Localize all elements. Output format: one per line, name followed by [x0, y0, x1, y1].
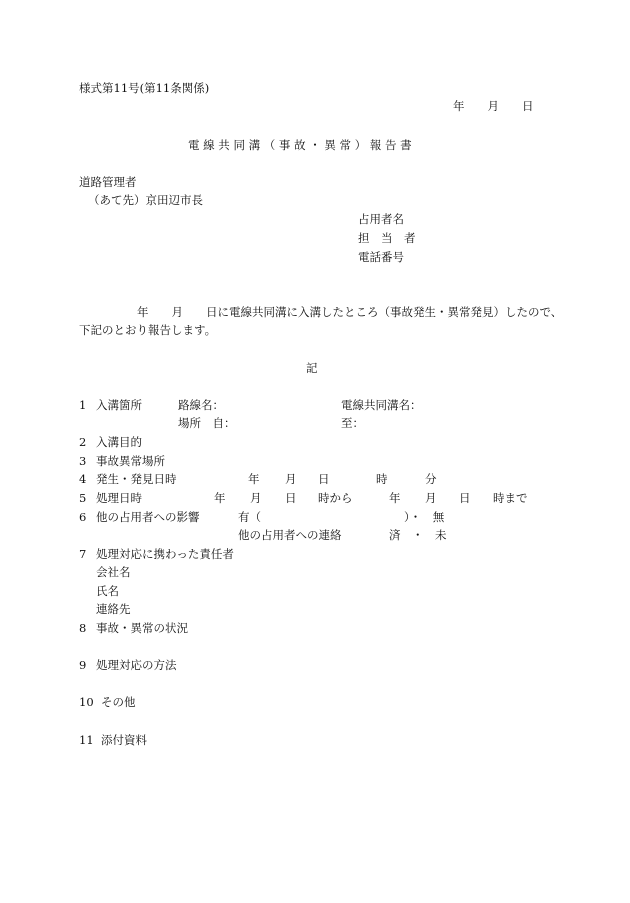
item-11-label: 添付資料	[101, 733, 147, 747]
item-4-month: 月	[285, 472, 297, 486]
item-3-label: 事故異常場所	[96, 454, 165, 468]
item-1-to-label: 至：	[341, 416, 364, 430]
item-8-label: 事故・異常の状況	[96, 621, 188, 635]
item-5-number: 5	[79, 491, 87, 505]
item-5-until: 時まで	[493, 491, 528, 505]
item-10-label: その他	[101, 695, 136, 709]
item-4-hour: 時	[376, 472, 388, 486]
item-1-route-label: 路線名：	[178, 398, 224, 412]
item-6-yes-close: ）・ 無	[404, 510, 445, 524]
item-5-from: 時から	[318, 491, 353, 505]
item-4-minute: 分	[425, 472, 437, 486]
item-7-label: 処理対応に携わった責任者	[96, 547, 234, 561]
item-9-label: 処理対応の方法	[96, 658, 177, 672]
document-title: 電 線 共 同 溝 （ 事 故 ・ 異 常 ） 報 告 書	[188, 138, 412, 152]
addressee-name: （あて先）京田辺市長	[88, 193, 203, 207]
item-3-number: 3	[79, 454, 87, 468]
item-10-number: 10	[79, 695, 94, 709]
item-7-company-label: 会社名	[96, 565, 131, 579]
item-4-number: 4	[79, 472, 87, 486]
item-1-label: 入溝箇所	[96, 398, 142, 412]
ki-heading: 記	[306, 361, 318, 375]
person-in-charge-label: 担 当 者	[358, 231, 416, 245]
item-5-day-2: 日	[459, 491, 471, 505]
item-7-name-label: 氏名	[96, 584, 119, 598]
item-5-year: 年	[214, 491, 226, 505]
item-5-year-2: 年	[389, 491, 401, 505]
report-date: 年 月 日	[453, 99, 534, 113]
intro-line-1: 年 月 日に電線共同溝に入溝したところ（事故発生・異常発見）したので、	[137, 305, 563, 319]
item-9-number: 9	[79, 658, 87, 672]
intro-line-2: 下記のとおり報告します。	[79, 323, 217, 337]
item-4-year: 年	[248, 472, 260, 486]
item-1-number: 1	[79, 398, 87, 412]
phone-number-label: 電話番号	[358, 250, 404, 264]
item-6-contact-label: 他の占用者への連絡	[238, 528, 342, 542]
item-5-day: 日	[285, 491, 297, 505]
occupant-name-label: 占用者名	[358, 212, 404, 226]
addressee-role: 道路管理者	[79, 175, 137, 189]
item-2-label: 入溝目的	[96, 435, 142, 449]
item-4-label: 発生・発見日時	[96, 472, 177, 486]
item-5-month-2: 月	[425, 491, 437, 505]
item-6-yes-open: 有（	[238, 510, 261, 524]
item-4-day: 日	[318, 472, 330, 486]
item-1-place-label: 場所 自：	[178, 416, 236, 430]
item-6-label: 他の占用者への影響	[96, 510, 200, 524]
item-8-number: 8	[79, 621, 87, 635]
item-11-number: 11	[79, 733, 94, 747]
form-number: 様式第11号(第11条関係)	[79, 81, 210, 95]
item-7-number: 7	[79, 547, 87, 561]
item-5-month: 月	[250, 491, 262, 505]
item-7-contact-label: 連絡先	[96, 602, 131, 616]
item-2-number: 2	[79, 435, 87, 449]
item-6-number: 6	[79, 510, 87, 524]
item-6-done-status: 済 ・ 未	[389, 528, 447, 542]
item-1-trench-label: 電線共同溝名：	[341, 398, 422, 412]
item-5-label: 処理日時	[96, 491, 142, 505]
